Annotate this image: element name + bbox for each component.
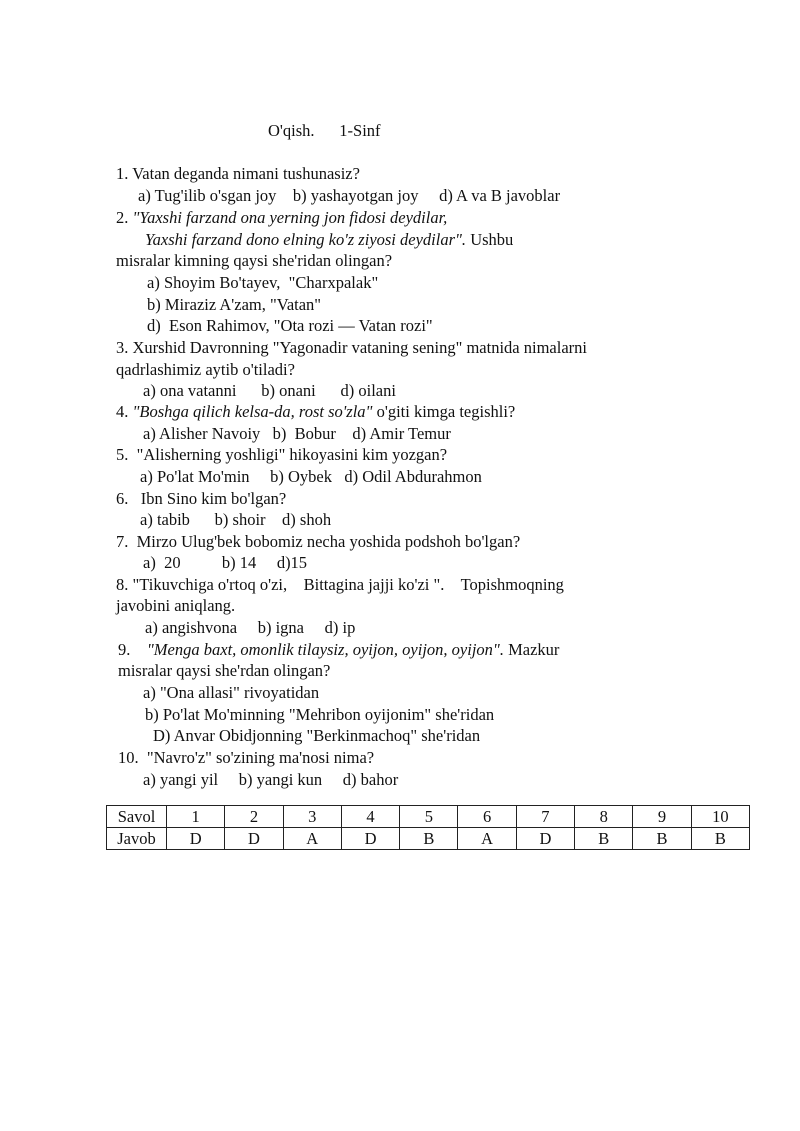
question-number-row [107,806,750,828]
answer-cell: B [575,828,633,850]
question-9-option-d: D) Anvar Obidjonning "Berkinmachoq" she'ridan [153,726,481,745]
answer-cell: B [691,828,749,850]
question-number-cell: 1 [167,806,225,828]
question-9-line-2: misralar qaysi she'rdan olingan? [118,661,331,680]
question-9-quote: "Menga baxt, omonlik tilaysiz, oyijon, oyijon, oyijon". [146,640,504,659]
question-4-number: 4. [116,402,133,421]
answer-cell: B [633,828,691,850]
question-9-tail: Mazkur [503,640,560,659]
grade-label: 1-Sinf [339,121,381,140]
question-8-options: a) angishvona b) igna d) ip [145,618,356,637]
row-label-javob: Javob [107,828,167,850]
question-2-tail: Ushbu [466,230,514,249]
question-4-options: a) Alisher Navoiy b) Bobur d) Amir Temur [143,424,451,443]
question-3-options: a) ona vatanni b) onani d) oilani [143,381,396,400]
question-7-options: a) 20 b) 14 d)15 [143,553,308,572]
question-2-quote-2: Yaxshi farzand dono elning ko'z ziyosi deydilar". [145,230,467,249]
question-number-cell: 10 [691,806,749,828]
question-5: 5. "Alisherning yoshligi" hikoyasini kim yozgan? [116,445,448,464]
question-2-option-d: d) Eson Rahimov, "Ota rozi — Vatan rozi" [147,316,433,335]
answer-cell: D [225,828,283,850]
question-6: 6. Ibn Sino kim bo'lgan? [116,489,287,508]
question-4-tail: o'giti kimga tegishli? [372,402,516,421]
question-9-line-1 [118,640,559,660]
question-number-cell: 6 [458,806,516,828]
question-2-line-1 [116,208,447,228]
page-title [268,121,381,141]
question-4 [116,402,515,422]
answer-table [106,805,750,850]
question-number-cell: 3 [283,806,341,828]
question-8-line-1: 8. "Tikuvchiga o'rtoq o'zi, Bittagina jajji ko'zi ". Topishmoqning [116,575,564,594]
question-number-cell: 8 [575,806,633,828]
question-2-line-3: misralar kimning qaysi she'ridan olingan? [116,251,393,270]
question-9-number: 9. [118,640,147,659]
row-label-savol: Savol [107,806,167,828]
question-3-line-1: 3. Xurshid Davronning "Yagonadir vataning sening" matnida nimalarni [116,338,587,357]
answer-cell: A [283,828,341,850]
question-number-cell: 4 [341,806,399,828]
question-2-option-a: a) Shoyim Bo'tayev, "Charxpalak" [147,273,379,292]
question-10-options: a) yangi yil b) yangi kun d) bahor [143,770,399,789]
question-1: 1. Vatan deganda nimani tushunasiz? [116,164,360,183]
question-8-line-2: javobini aniqlang. [116,596,236,615]
question-2-line-2 [145,230,513,250]
question-number-cell: 5 [400,806,458,828]
answer-cell: B [400,828,458,850]
question-number-cell: 7 [516,806,574,828]
answer-cell: D [516,828,574,850]
question-2-number: 2. [116,208,133,227]
question-6-options: a) tabib b) shoir d) shoh [140,510,332,529]
answer-row [107,828,750,850]
question-9-option-b: b) Po'lat Mo'minning "Mehribon oyijonim" she'ridan [145,705,495,724]
question-3-line-2: qadrlashimiz aytib o'tiladi? [116,360,295,379]
answer-cell: D [341,828,399,850]
question-7: 7. Mirzo Ulug'bek bobomiz necha yoshida podshoh bo'lgan? [116,532,521,551]
question-10: 10. "Navro'z" so'zining ma'nosi nima? [118,748,375,767]
answer-cell: A [458,828,516,850]
question-5-options: a) Po'lat Mo'min b) Oybek d) Odil Abdurahmon [140,467,482,486]
question-2-option-b: b) Miraziz A'zam, "Vatan" [147,295,322,314]
question-2-quote-1: "Yaxshi farzand ona yerning jon fidosi deydilar, [132,208,448,227]
answer-cell: D [167,828,225,850]
question-number-cell: 9 [633,806,691,828]
question-1-options: a) Tug'ilib o'sgan joy b) yashayotgan joy d) A va B javoblar [138,186,561,205]
question-number-cell: 2 [225,806,283,828]
question-4-quote: "Boshga qilich kelsa-da, rost so'zla" [132,402,373,421]
question-9-option-a: a) "Ona allasi" rivoyatidan [143,683,320,702]
subject-title: O'qish. [268,121,315,140]
